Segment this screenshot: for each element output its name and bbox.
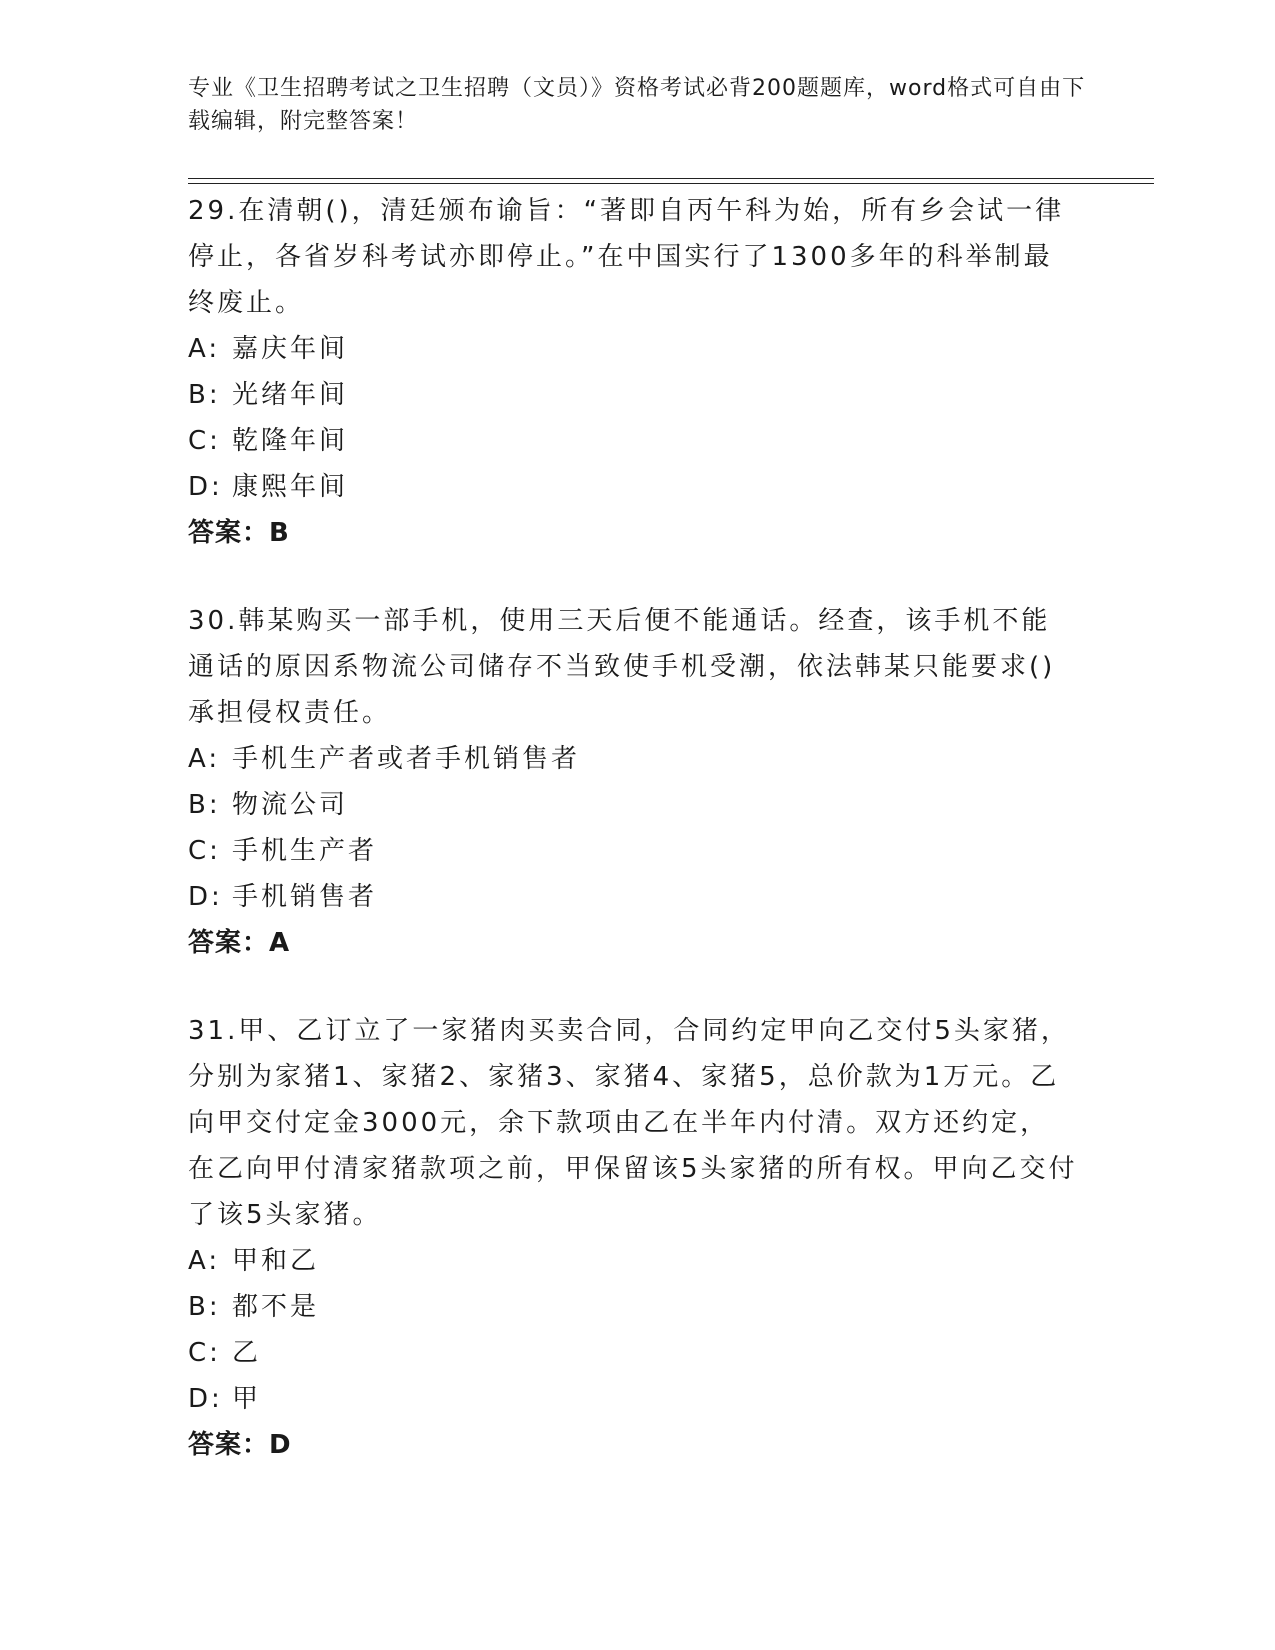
option-key: B:	[188, 790, 221, 820]
option-text: 乙	[232, 1338, 262, 1368]
option-a	[188, 736, 1078, 782]
option-key: B:	[188, 1292, 221, 1322]
option-key: C:	[188, 1338, 221, 1368]
header-divider-bottom	[188, 183, 1154, 184]
option-key: A:	[188, 334, 221, 364]
option-text: 都不是	[232, 1292, 320, 1322]
option-text: 嘉庆年间	[232, 334, 349, 364]
option-d	[188, 874, 1078, 920]
question-31	[188, 1008, 1078, 1468]
option-a	[188, 326, 1078, 372]
option-key: D:	[188, 882, 223, 912]
option-b	[188, 782, 1078, 828]
option-b	[188, 1284, 1078, 1330]
option-text: 光绪年间	[232, 380, 349, 410]
option-key: D:	[188, 1384, 223, 1414]
option-text: 物流公司	[232, 790, 349, 820]
option-b	[188, 372, 1078, 418]
option-key: D:	[188, 472, 223, 502]
option-c	[188, 418, 1078, 464]
option-text: 手机生产者	[232, 836, 378, 866]
header-divider-top	[188, 178, 1154, 179]
option-text: 甲和乙	[232, 1246, 320, 1276]
option-key: A:	[188, 1246, 221, 1276]
option-key: C:	[188, 426, 221, 456]
option-c	[188, 828, 1078, 874]
option-text: 乾隆年间	[232, 426, 349, 456]
option-text: 康熙年间	[232, 472, 349, 502]
document-header	[188, 72, 1088, 138]
answer-text: 答案：D	[188, 1430, 292, 1460]
option-d	[188, 464, 1078, 510]
question-text: 30.韩某购买一部手机，使用三天后便不能通话。经查，该手机不能通话的原因系物流公司储存不当致使手机受潮，依法韩某只能要求()承担侵权责任。	[188, 606, 1056, 728]
option-text: 甲	[232, 1384, 262, 1414]
question-30	[188, 598, 1078, 966]
option-d	[188, 1376, 1078, 1422]
option-key: B:	[188, 380, 221, 410]
option-a	[188, 1238, 1078, 1284]
answer-text: 答案：B	[188, 518, 290, 548]
header-title: 专业《卫生招聘考试之卫生招聘（文员）》资格考试必背200题题库，word格式可自由下载编辑，附完整答案！	[188, 76, 1086, 134]
option-text: 手机销售者	[232, 882, 378, 912]
option-c	[188, 1330, 1078, 1376]
question-29	[188, 188, 1078, 556]
option-key: C:	[188, 836, 221, 866]
option-key: A:	[188, 744, 221, 774]
question-text: 29.在清朝()，清廷颁布谕旨：“著即自丙午科为始，所有乡会试一律停止，各省岁科考试亦即停止。”在中国实行了1300多年的科举制最终废止。	[188, 196, 1065, 318]
answer-text: 答案：A	[188, 928, 291, 958]
question-text: 31.甲、乙订立了一家猪肉买卖合同，合同约定甲向乙交付5头家猪，分别为家猪1、家猪2、家猪3、家猪4、家猪5，总价款为1万元。乙向甲交付定金3000元，余下款项由乙在半年内付清。双方还约定，在乙向甲付清家猪款项之前，甲保留该5头家猪的所有权。甲向乙交付了该5头家猪。	[188, 1016, 1078, 1230]
option-text: 手机生产者或者手机销售者	[232, 744, 581, 774]
